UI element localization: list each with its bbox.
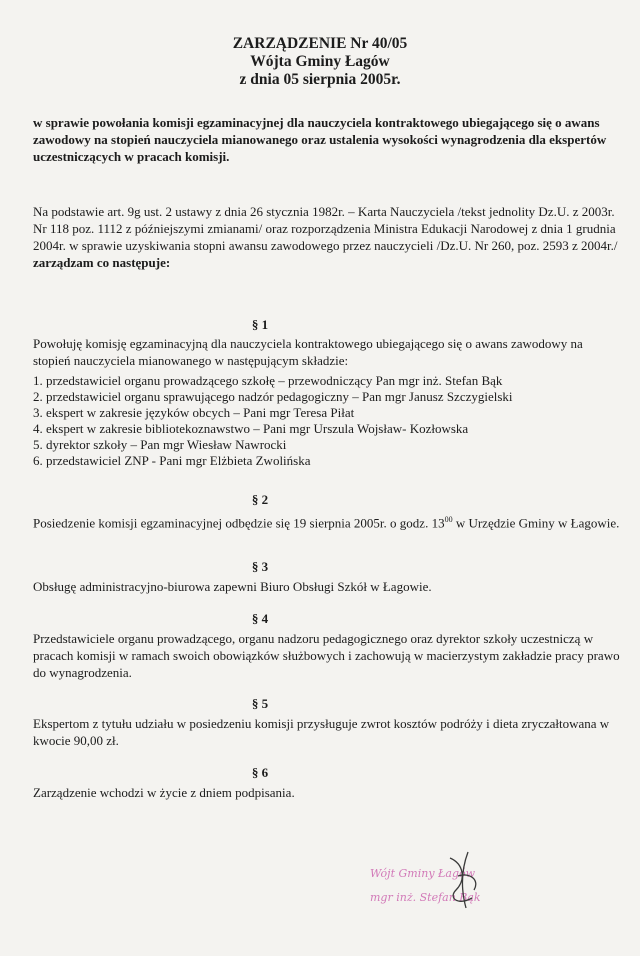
member-item: 1. przedstawiciel organu prowadzącego szkołę – przewodniczący Pan mgr inż. Stefan Bąk	[33, 373, 503, 388]
section-4-text: Przedstawiciele organu prowadzącego, organu nadzoru pedagogicznego oraz dyrektor szkoły uczestniczą w pracach komisji w ramach swoich obowiązków służbowych i zachowują w macierzystym zakładzie pracy prawo do wynagrodzenia.	[33, 631, 620, 680]
section-6-text: Zarządzenie wchodzi w życie z dniem podpisania.	[33, 785, 295, 800]
document-subject: w sprawie powołania komisji egzaminacyjnej dla nauczyciela kontraktowego ubiegającego się o awans zawodowy na stopień nauczyciela mianowanego oraz ustalenia wysokości wynagrodzenia dla ekspertów uczestniczących w pracach komisji.	[33, 115, 607, 164]
committee-members-list	[33, 373, 623, 469]
section-5-title: § 5	[251, 696, 269, 711]
signature-stamp	[370, 862, 570, 910]
document-title: ZARZĄDZENIE Nr 40/05	[232, 35, 408, 52]
decree-phrase: zarządzam co następuje:	[33, 255, 171, 270]
section-2-text-after: w Urzędzie Gminy w Łagowie.	[452, 515, 620, 531]
section-2-text	[33, 511, 623, 531]
member-item: 4. ekspert w zakresie bibliotekoznawstwo – Pani mgr Urszula Wojsław- Kozłowska	[33, 421, 469, 436]
section-2-title: § 2	[251, 492, 269, 507]
document-date: z dnia 05 sierpnia 2005r.	[239, 71, 401, 88]
section-4-title: § 4	[251, 611, 269, 626]
section-1-text: Powołuję komisję egzaminacyjną dla nauczyciela kontraktowego ubiegającego się o awans zawodowy na stopień nauczyciela mianowanego w następującym składzie:	[33, 336, 583, 368]
signature-title: Wójt Gminy Łagów	[370, 867, 476, 880]
handwritten-signature-icon	[430, 846, 500, 916]
legal-basis	[33, 203, 623, 271]
legal-basis-text: Na podstawie art. 9g ust. 2 ustawy z dnia 26 stycznia 1982r. – Karta Nauczyciela /tekst jednolity Dz.U. z 2003r. Nr 118 poz. 1112 z późniejszymi zmianami/ oraz rozporządzenia Ministra Edukacji Narodowej z dnia 1 grudnia 2004r. w sprawie uzyskiwania stopni awansu zawodowego przez nauczycieli /Dz.U. Nr 260, poz. 2593 z 2004r./	[33, 204, 618, 253]
member-item: 2. przedstawiciel organu sprawującego nadzór pedagogiczny – Pan mgr Janusz Szczygielski	[33, 389, 513, 404]
issuing-authority: Wójta Gminy Łagów	[250, 53, 390, 70]
member-item: 3. ekspert w zakresie języków obcych – Pani mgr Teresa Piłat	[33, 405, 355, 420]
member-item: 6. przedstawiciel ZNP - Pani mgr Elżbieta Zwolińska	[33, 453, 311, 468]
signature-name: mgr inż. Stefan Bąk	[370, 891, 481, 904]
member-item: 5. dyrektor szkoły – Pan mgr Wiesław Nawrocki	[33, 437, 287, 452]
section-2-time-superscript: 00	[444, 515, 453, 524]
section-3-text: Obsługę administracyjno-biurowa zapewni Biuro Obsługi Szkół w Łagowie.	[33, 579, 432, 594]
section-5-text: Ekspertom z tytułu udziału w posiedzeniu komisji przysługuje zwrot kosztów podróży i dieta zryczałtowana w kwocie 90,00 zł.	[33, 716, 610, 748]
document-header	[0, 35, 640, 89]
section-6-title: § 6	[251, 765, 269, 780]
section-2-text-before: Posiedzenie komisji egzaminacyjnej odbędzie się 19 sierpnia 2005r. o godz. 13	[33, 515, 445, 531]
section-1-title: § 1	[251, 317, 269, 332]
section-3-title: § 3	[251, 559, 269, 574]
